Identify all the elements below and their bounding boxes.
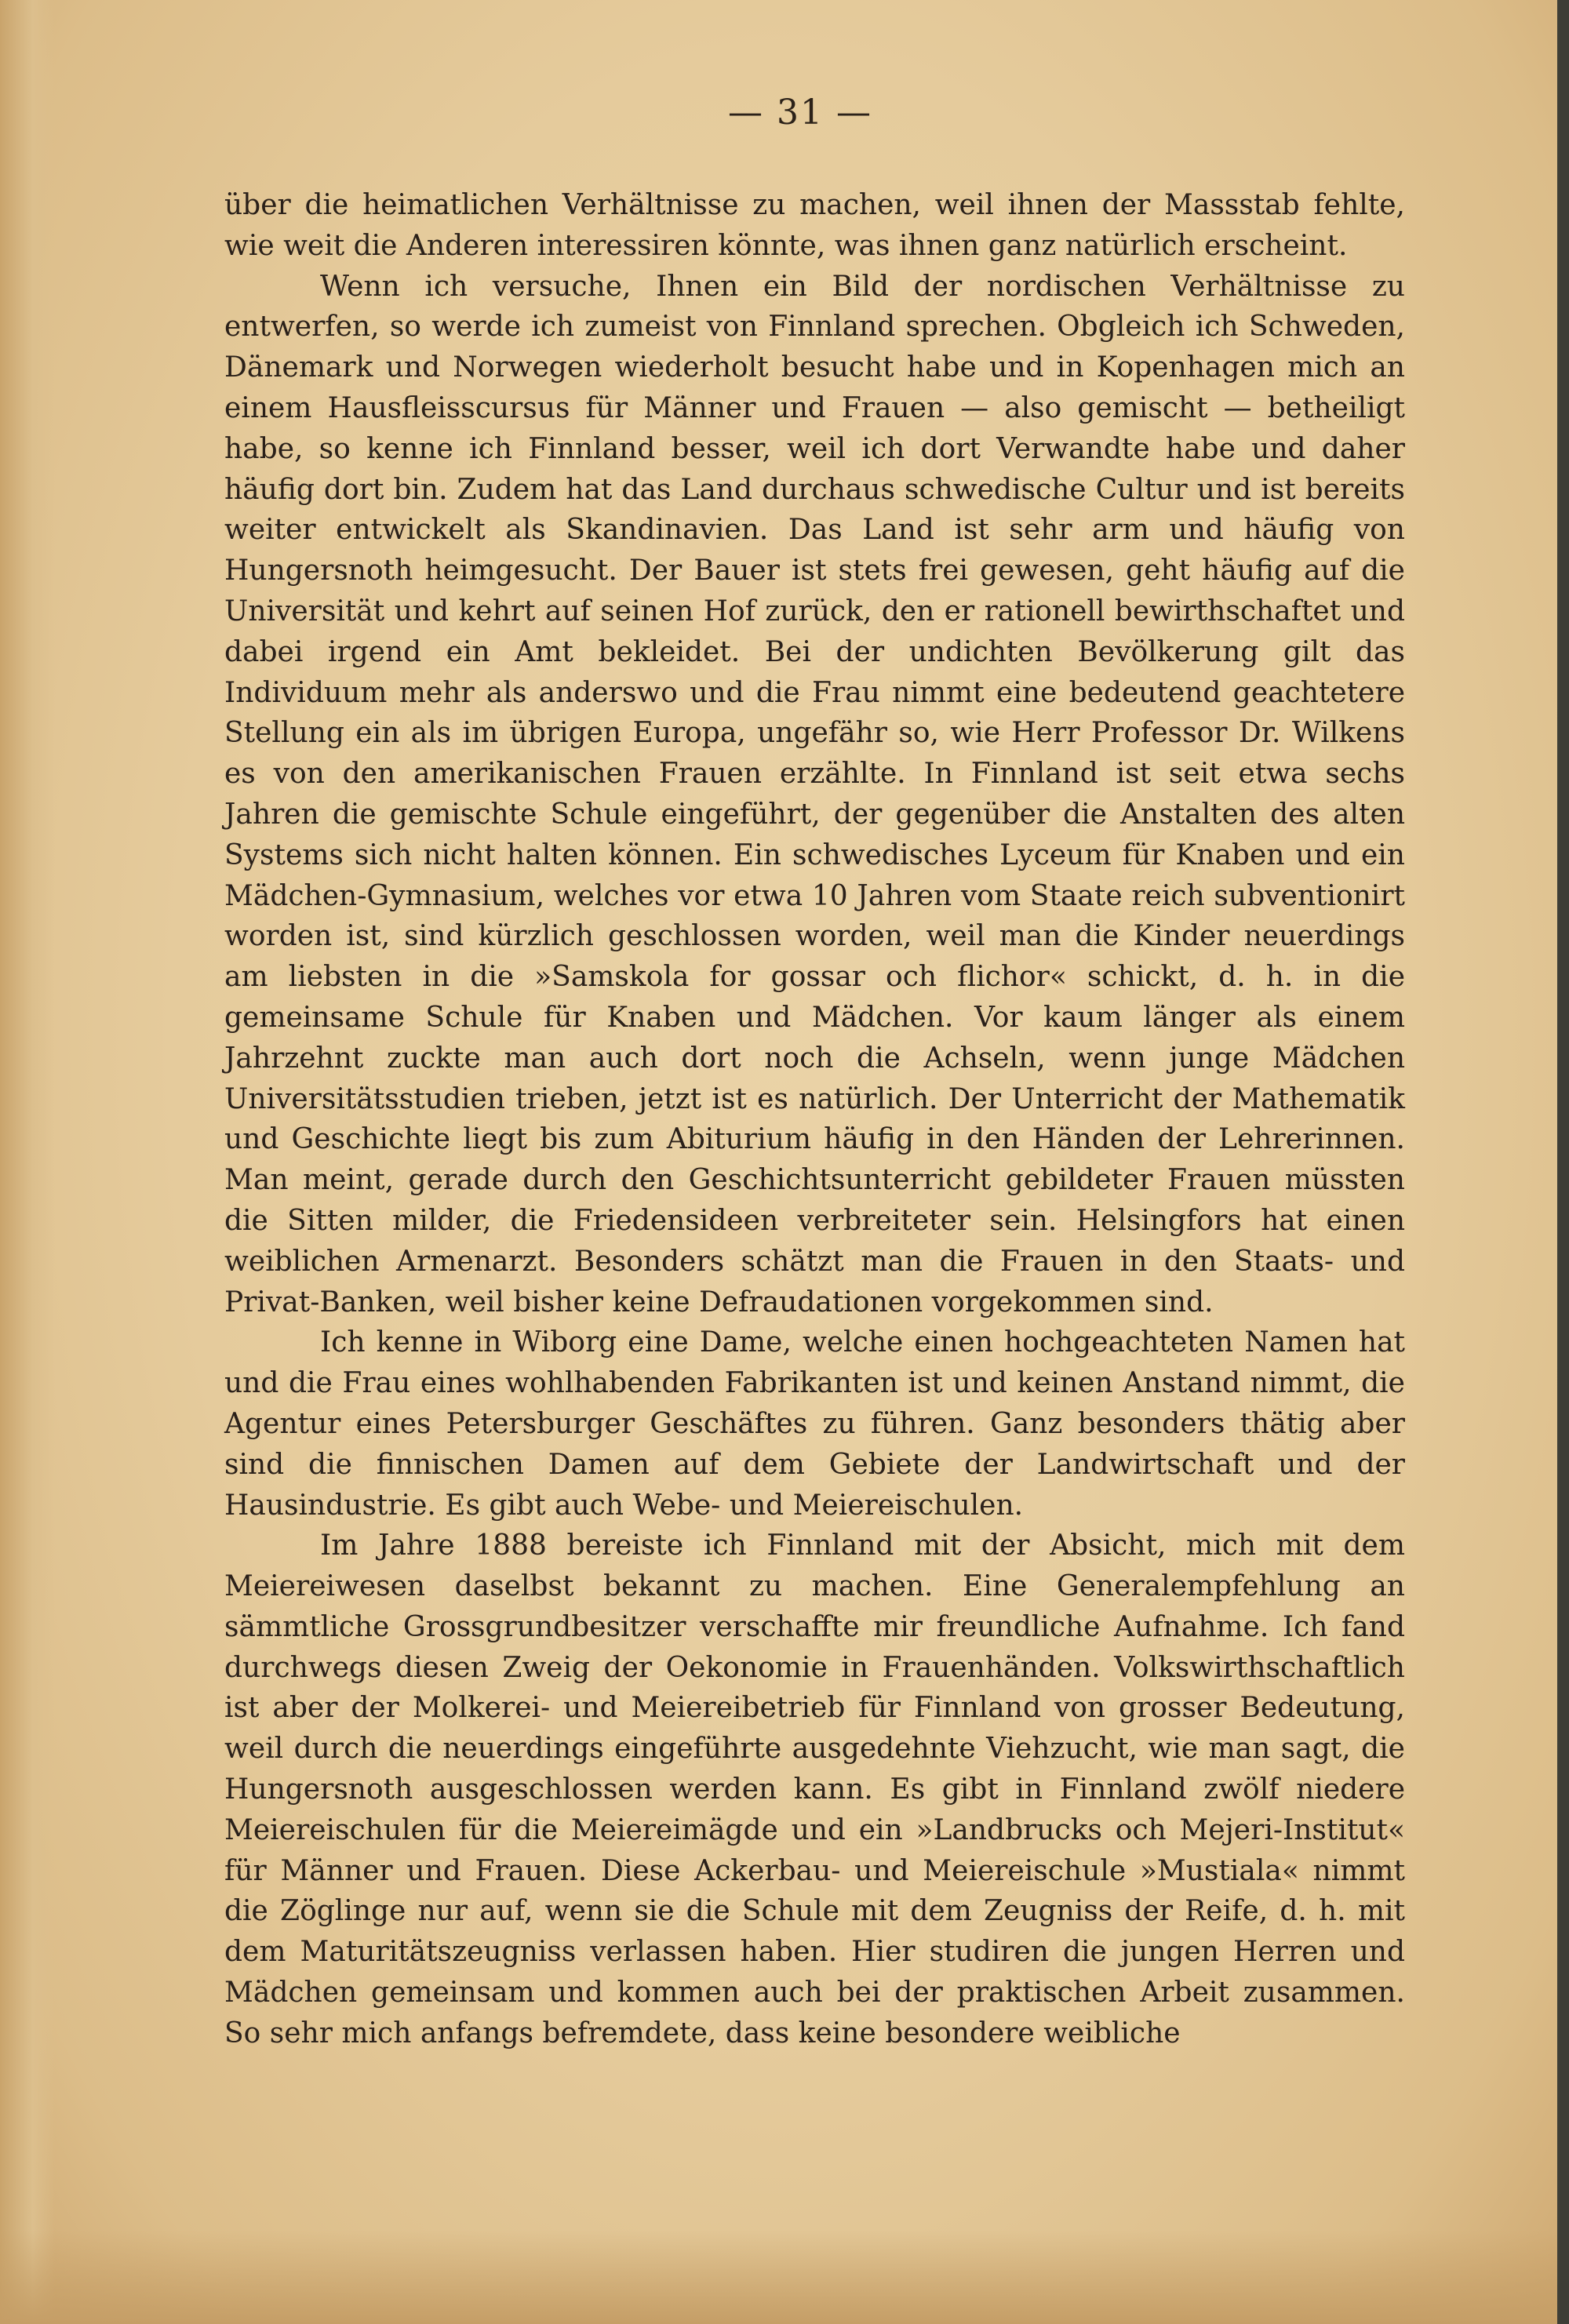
paragraph-3: Ich kenne in Wiborg eine Dame, welche einen hochgeachteten Namen hat und die Frau eines wohlhabenden Fabrikanten ist und keinen Anstand nimmt, die Agentur eines Petersburger Geschäftes zu führen. Ganz besonders thätig aber sind die finnischen Damen auf dem Gebiete der Landwirtschaft und der Hausindustrie. Es gibt auch Webe- und Meiereischulen. — [224, 1326, 1405, 1522]
body-text — [224, 185, 1405, 2054]
page-number: — 31 — — [728, 93, 872, 133]
paragraph-2: Wenn ich versuche, Ihnen ein Bild der nordischen Verhältnisse zu entwerfen, so werde ich zumeist von Finnland sprechen. Obgleich ich Schweden, Dänemark und Norwegen wiederholt besucht habe und in Kopenhagen mich an einem Hausfleisscursus für Männer und Frauen — also gemischt — betheiligt habe, so kenne ich Finnland besser, weil ich dort Verwandte habe und daher häufig dort bin. Zudem hat das Land durchaus schwedische Cultur und ist bereits weiter entwickelt als Skandinavien. Das Land ist sehr arm und häufig von Hungersnoth heimgesucht. Der Bauer ist stets frei gewesen, geht häufig auf die Universität und kehrt auf seinen Hof zurück, den er rationell bewirthschaftet und dabei irgend ein Amt bekleidet. Bei der undichten Bevölkerung gilt das Individuum mehr als anderswo und die Frau nimmt eine bedeutend geachtetere Stellung ein als im übrigen Europa, ungefähr so, wie Herr Professor Dr. Wilkens es von den amerikanischen Frauen erzählte. In Finnland ist seit etwa sechs Jahren die gemischte Schule eingeführt, der gegenüber die Anstalten des alten Systems sich nicht halten können. Ein schwedisches Lyceum für Knaben und ein Mädchen-Gymnasium, welches vor etwa 10 Jahren vom Staate reich subventionirt worden ist, sind kürzlich geschlossen worden, weil man die Kinder neuerdings am liebsten in die »Samskola for gossar och flichor« schickt, d. h. in die gemeinsame Schule für Knaben und Mädchen. Vor kaum länger als einem Jahrzehnt zuckte man auch dort noch die Achseln, wenn junge Mädchen Universitätsstudien trieben, jetzt ist es natürlich. Der Unterricht der Mathematik und Geschichte liegt bis zum Abiturium häufig in den Händen der Lehrerinnen. Man meint, gerade durch den Geschichtsunterricht gebildeter Frauen müssten die Sitten milder, die Friedensideen verbreiteter sein. Helsingfors hat einen weiblichen Armenarzt. Besonders schätzt man die Frauen in den Staats- und Privat-Banken, weil bisher keine Defraudationen vorgekommen sind. — [224, 270, 1405, 1318]
paragraph-1: über die heimatlichen Verhältnisse zu machen, weil ihnen der Massstab fehlte, wie weit die Anderen interessiren könnte, was ihnen ganz natürlich erscheint. — [224, 189, 1405, 262]
paragraph-4: Im Jahre 1888 bereiste ich Finnland mit der Absicht, mich mit dem Meiereiwesen daselbst bekannt zu machen. Eine Generalempfehlung an sämmtliche Grossgrundbesitzer verschaffte mir freundliche Aufnahme. Ich fand durchwegs diesen Zweig der Oekonomie in Frauenhänden. Volkswirthschaftlich ist aber der Molkerei- und Meiereibetrieb für Finnland von grosser Bedeutung, weil durch die neuerdings eingeführte ausgedehnte Viehzucht, wie man sagt, die Hungersnoth ausgeschlossen werden kann. Es gibt in Finnland zwölf niedere Meiereischulen für die Meiereimägde und ein »Landbrucks och Mejeri-Institut« für Männer und Frauen. Diese Ackerbau- und Meiereischule »Mustiala« nimmt die Zöglinge nur auf, wenn sie die Schule mit dem Zeugniss der Reife, d. h. mit dem Maturitätszeugniss verlassen haben. Hier studiren die jungen Herren und Mädchen gemeinsam und kommen auch bei der praktischen Arbeit zusammen. So sehr mich anfangs befremdete, dass keine besondere weibliche — [224, 1529, 1405, 2049]
